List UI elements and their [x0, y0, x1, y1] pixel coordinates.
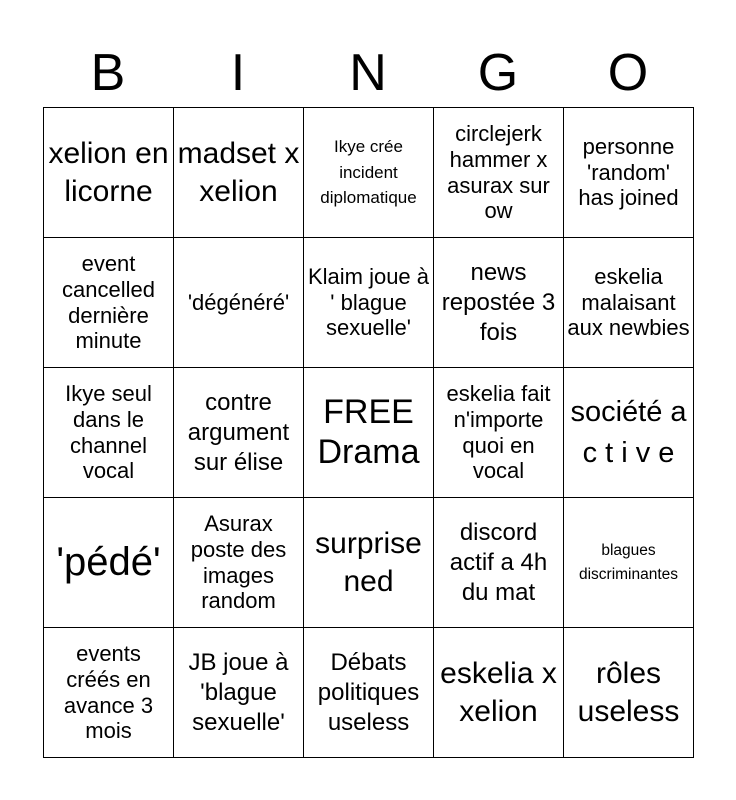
bingo-cell[interactable]: Ikye seul dans le channel vocal — [44, 368, 174, 498]
bingo-cell[interactable]: rôles useless — [564, 628, 694, 758]
bingo-cell[interactable]: eskelia x xelion — [434, 628, 564, 758]
bingo-cell[interactable]: 'dégénéré' — [174, 238, 304, 368]
bingo-cell[interactable]: société a c t i v e — [564, 368, 694, 498]
bingo-cell[interactable]: circlejerk hammer x asurax sur ow — [434, 108, 564, 238]
bingo-header — [43, 38, 694, 108]
bingo-cell[interactable]: madset x xelion — [174, 108, 304, 238]
header-letter-o: O — [607, 44, 649, 102]
bingo-cell[interactable]: Klaim joue à ' blague sexuelle' — [304, 238, 434, 368]
header-letter-b: B — [90, 44, 126, 102]
header-letter-g: G — [477, 44, 519, 102]
bingo-cell[interactable]: eskelia malaisant aux newbies — [564, 238, 694, 368]
bingo-cell[interactable]: Ikye crée incident diplomatique — [304, 108, 434, 238]
bingo-cell[interactable]: blagues discriminantes — [564, 498, 694, 628]
bingo-cell[interactable]: JB joue à 'blague sexuelle' — [174, 628, 304, 758]
header-letter-i: I — [230, 44, 246, 102]
bingo-cell[interactable]: surprise ned — [304, 498, 434, 628]
bingo-cell[interactable]: xelion en licorne — [44, 108, 174, 238]
bingo-cell[interactable]: eskelia fait n'importe quoi en vocal — [434, 368, 564, 498]
header-letter-n: N — [349, 44, 387, 102]
bingo-cell[interactable]: Asurax poste des images random — [174, 498, 304, 628]
bingo-cell[interactable]: news repostée 3 fois — [434, 238, 564, 368]
bingo-cell[interactable]: 'pédé' — [44, 498, 174, 628]
bingo-cell[interactable]: personne 'random' has joined — [564, 108, 694, 238]
bingo-card — [43, 107, 694, 758]
bingo-cell[interactable]: contre argument sur élise — [174, 368, 304, 498]
bingo-cell[interactable]: discord actif a 4h du mat — [434, 498, 564, 628]
bingo-cell[interactable]: Débats politiques useless — [304, 628, 434, 758]
bingo-cell[interactable]: event cancelled dernière minute — [44, 238, 174, 368]
free-space-cell[interactable]: FREE Drama — [304, 368, 434, 498]
bingo-cell[interactable]: events créés en avance 3 mois — [44, 628, 174, 758]
